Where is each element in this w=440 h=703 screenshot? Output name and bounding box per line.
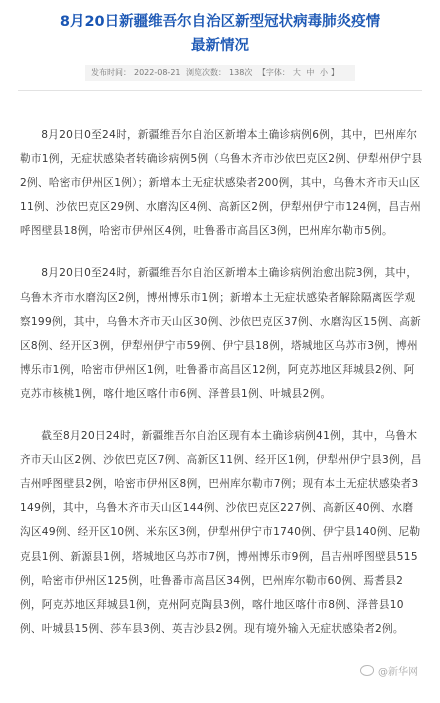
views-label: 浏览次数：	[186, 68, 227, 77]
font-size-large-button[interactable]: 大	[292, 68, 301, 77]
article-meta-bar	[85, 65, 355, 81]
views-count: 138次	[229, 68, 253, 77]
publish-time: 2022-08-21	[134, 68, 181, 77]
font-label-close: 】	[330, 68, 339, 77]
font-size-small-button[interactable]: 小	[319, 68, 328, 77]
article-body	[20, 123, 424, 659]
publish-label: 发布时间：	[91, 68, 131, 77]
watermark	[360, 663, 418, 678]
title-line-1: 8月20日新疆维吾尔自治区新型冠状病毒肺炎疫情	[59, 14, 381, 30]
watermark-text: @新华网	[378, 667, 418, 678]
font-size-medium-button[interactable]: 中	[306, 68, 315, 77]
meta-divider	[18, 90, 422, 91]
article-title	[0, 0, 440, 58]
title-line-2: 最新情况	[191, 38, 249, 54]
paragraph-current-cases: 截至8月20日24时，新疆维吾尔自治区现有本土确诊病例41例，其中，乌鲁木齐市天山区2例、沙依巴克区7例、高新区11例、经开区1例，伊犁州伊宁县3例，昌吉州呼图壁县2例，哈密市伊州区8例，巴州库尔勒市7例；现有本土无症状感染者3149例，其中，乌鲁木齐市天山区144例、沙依巴克区227例、高新区40例、水磨沟区49例、经开区10例、米东区3例，伊犁州伊宁市1740例、伊宁县140例、尼勒克县1例、新源县1例，塔城地区乌苏市7例，博州博乐市9例，昌吉州呼图壁县515例，哈密市伊州区125例，吐鲁番市高昌区34例，巴州库尔勒市60例、焉耆县2例，阿克苏地区拜城县1例，克州阿克陶县3例，喀什地区喀什市8例、泽普县10例、叶城县15例、莎车县3例、英吉沙县2例。现有境外输入无症状感染者2例。	[20, 430, 422, 635]
font-label: 【字体：	[257, 68, 290, 77]
paragraph-new-cases: 8月20日0至24时，新疆维吾尔自治区新增本土确诊病例6例，其中，巴州库尔勒市1例，无症状感染者转确诊病例5例（乌鲁木齐市沙依巴克区2例、伊犁州伊宁县2例、哈密市伊州区1例）；新增本土无症状感染者200例，其中，乌鲁木齐市天山区11例、沙依巴克区29例、水磨沟区4例、高新区2例，伊犁州伊宁市124例，昌吉州呼图壁县18例，哈密市伊州区4例，吐鲁番市高昌区3例，巴州库尔勒市5例。	[20, 129, 423, 238]
paragraph-recoveries: 8月20日0至24时，新疆维吾尔自治区新增本土确诊病例治愈出院3例，其中，乌鲁木齐市水磨沟区2例，博州博乐市1例；新增本土无症状感染者解除隔离医学观察199例，其中，乌鲁木齐市天山区30例、沙依巴克区37例、水磨沟区15例、高新区8例、经开区3例，伊犁州伊宁市59例、伊宁县18例，塔城地区乌苏市3例，博州博乐市1例，哈密市伊州区1例，吐鲁番市高昌区12例，阿克苏地区拜城县2例、阿克苏市核桃1例，喀什地区喀什市6例、泽普县1例、叶城县2例。	[20, 267, 422, 400]
weibo-logo-icon	[360, 665, 374, 676]
